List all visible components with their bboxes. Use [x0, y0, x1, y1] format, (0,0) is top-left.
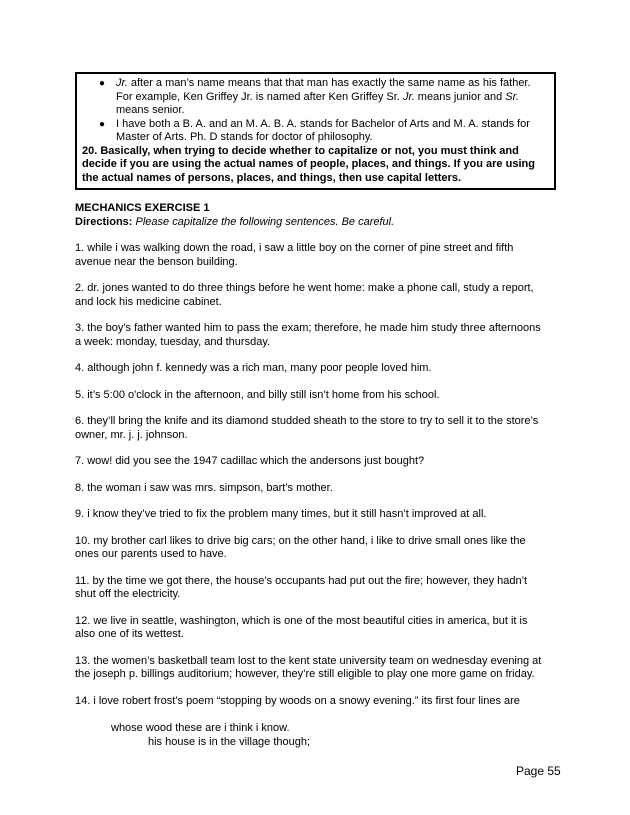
exercise-heading: MECHANICS EXERCISE 1 — [75, 202, 210, 214]
bullet-item-jr — [99, 77, 548, 118]
exercise-item: 4. although john f. kennedy was a rich man, many poor people loved him. — [75, 362, 432, 374]
bullet-icon: ● — [99, 78, 106, 89]
directions-text: Please capitalize the following sentences. Be careful. — [132, 215, 395, 228]
exercise-item: 6. they’ll bring the knife and its diamond studded sheath to the store to try to sell it to the store’s owner, mr. j. j. johnson. — [75, 415, 539, 441]
bullet-text: after a man’s name means that that man has exactly the same name as his father. — [127, 77, 531, 89]
bullet-text: For example, Ken Griffey Jr. is named after Ken Griffey Sr. — [116, 90, 403, 103]
rule-line: decide if you are using the actual names of people, places, and things. If you are using — [82, 158, 535, 170]
bullet-text: I have both a B. A. and an M. A. B. A. stands for Bachelor of Arts and M. A. stands for — [116, 117, 530, 130]
exercise-item: 5. it’s 5:00 o'clock in the afternoon, and billy still isn’t home from his school. — [75, 388, 440, 401]
exercise-item: 1. while i was walking down the road, i saw a little boy on the corner of pine street and fifth avenue near the benson building. — [75, 242, 514, 268]
bullet-text: means junior and — [414, 90, 506, 103]
italic-term: Sr. — [505, 90, 519, 103]
items-list — [75, 242, 565, 708]
bullet-item-degrees — [99, 118, 548, 145]
exercise-item: 9. i know they’ve tried to fix the problem many times, but it still hasn’t improved at all. — [75, 508, 487, 520]
exercise-item: 10. my brother carl likes to drive big cars; on the other hand, i like to drive small ones like the ones our parents used to have. — [75, 534, 526, 560]
exercise-item: 13. the women’s basketball team lost to the kent state university team on wednesday evening at the joseph p. billings auditorium; however, they’re still eligible to play one more game on friday. — [75, 654, 542, 680]
exercise — [75, 202, 565, 749]
italic-term: Jr. — [402, 90, 415, 103]
exercise-item: 11. by the time we got there, the house’s occupants had put out the fire; however, they hadn’t shut off the electricity. — [75, 574, 528, 600]
poem-line: his house is in the village though; — [148, 735, 311, 748]
directions — [75, 216, 565, 230]
exercise-item: 12. we live in seattle, washington, which is one of the most beautiful cities in america, but it is also one of its wettest. — [75, 614, 528, 640]
bullet-text: means senior. — [116, 104, 185, 116]
exercise-item: 14. i love robert frost’s poem “stopping by woods on a snowy evening.” its first four lines are — [75, 694, 520, 707]
bullet-icon: ● — [99, 118, 106, 130]
rule-20 — [82, 145, 548, 186]
exercise-item: 8. the woman i saw was mrs. simpson, bart’s mother. — [75, 481, 333, 494]
page-number: Page 55 — [516, 764, 561, 778]
bullet-text: Master of Arts. Ph. D stands for doctor of philosophy. — [116, 131, 373, 143]
exercise-item: 2. dr. jones wanted to do three things before he went home: make a phone call, study a report, and lock his medicine cabinet. — [75, 282, 534, 308]
directions-label: Directions: — [75, 215, 133, 228]
rule-line: 20. Basically, when trying to decide whether to capitalize or not, you must think and — [82, 144, 519, 157]
exercise-item: 7. wow! did you see the 1947 cadillac which the andersons just bought? — [75, 455, 425, 467]
exercise-item: 3. the boy’s father wanted him to pass the exam; therefore, he made him study three afternoons a week: monday, tuesday, and thursday. — [75, 322, 541, 348]
italic-term: Jr. — [116, 77, 128, 89]
poem-line: whose wood these are i think i know. — [111, 722, 290, 734]
rules-box — [75, 72, 556, 190]
rule-line: the actual names of persons, places, and things, then use capital letters. — [82, 171, 461, 184]
